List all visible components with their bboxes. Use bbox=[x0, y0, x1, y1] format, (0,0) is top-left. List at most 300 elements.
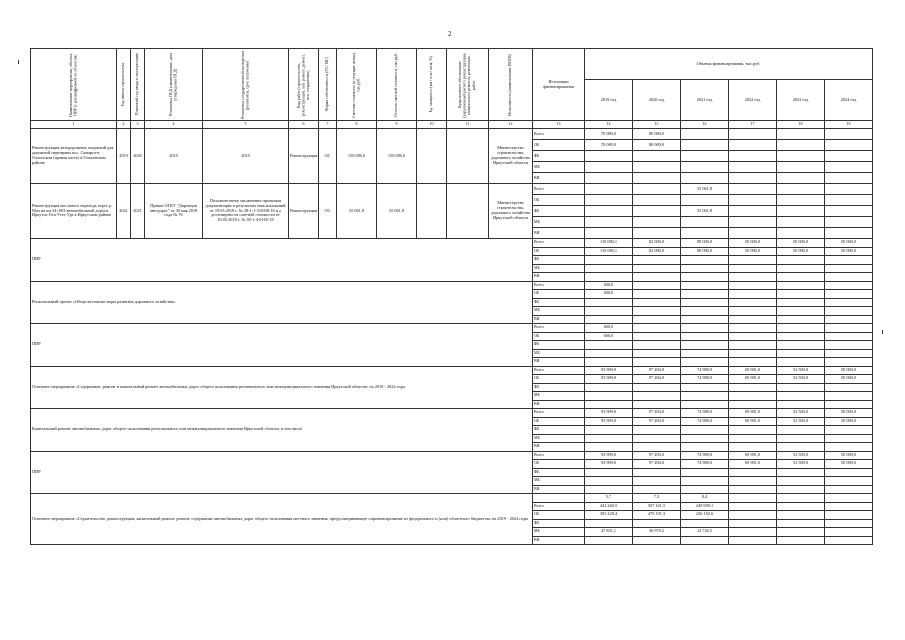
value-cell: 50 000,0 bbox=[825, 451, 873, 460]
value-cell bbox=[825, 443, 873, 452]
value-cell: 70 080,0 bbox=[585, 129, 633, 140]
year-header: 2021 год bbox=[681, 80, 729, 121]
value-cell: 50 000,0 bbox=[777, 247, 825, 256]
value-cell bbox=[729, 256, 777, 265]
value-cell: 600,0 bbox=[585, 324, 633, 333]
value-cell bbox=[585, 426, 633, 435]
column-header bbox=[203, 49, 289, 121]
value-cell: 12 726,5 bbox=[681, 528, 729, 537]
value-cell bbox=[777, 195, 825, 206]
value-cell bbox=[633, 264, 681, 273]
value-cell bbox=[825, 536, 873, 545]
value-cell bbox=[729, 358, 777, 367]
value-cell bbox=[633, 400, 681, 409]
value-cell bbox=[585, 206, 633, 217]
column-number: 11 bbox=[447, 121, 489, 129]
value-cell bbox=[825, 324, 873, 333]
value-cell: 8,4 bbox=[681, 494, 729, 503]
value-cell: 69 981,0 bbox=[729, 417, 777, 426]
value-cell bbox=[825, 494, 873, 503]
value-cell bbox=[825, 392, 873, 401]
value-cell bbox=[777, 519, 825, 528]
value-cell bbox=[777, 281, 825, 290]
table-row bbox=[31, 494, 873, 503]
value-cell bbox=[633, 151, 681, 162]
source-label: ВИ bbox=[533, 485, 585, 494]
value-cell: 50 000,0 bbox=[825, 409, 873, 418]
cell-psd: 2019 bbox=[145, 129, 203, 184]
volume-header: Объемы финансирования, тыс.руб. bbox=[585, 49, 873, 80]
source-label: ОБ bbox=[533, 332, 585, 341]
cell-calc bbox=[447, 129, 489, 184]
value-cell bbox=[681, 341, 729, 350]
table-row bbox=[31, 366, 873, 375]
cell-expertise: 2019 bbox=[203, 129, 289, 184]
value-cell bbox=[633, 536, 681, 545]
value-cell bbox=[681, 307, 729, 316]
value-cell bbox=[777, 264, 825, 273]
value-cell bbox=[633, 443, 681, 452]
value-cell bbox=[585, 273, 633, 282]
cell-name: Основное мероприятие «Содержание, ремонт и капитальный ремонт автомобильных дорог общего пользования регионального или межмуниципального значения Иркутской области» на 2019 - 2024 годы bbox=[31, 366, 533, 409]
value-cell bbox=[777, 332, 825, 341]
value-cell bbox=[633, 477, 681, 486]
value-cell: 93 909,0 bbox=[585, 409, 633, 418]
value-cell bbox=[585, 217, 633, 228]
value-cell bbox=[681, 173, 729, 184]
value-cell: 395 429,4 bbox=[585, 511, 633, 520]
value-cell bbox=[633, 315, 681, 324]
column-header bbox=[131, 49, 145, 121]
source-label: МБ bbox=[533, 162, 585, 173]
value-cell bbox=[585, 307, 633, 316]
value-cell bbox=[585, 536, 633, 545]
value-cell bbox=[777, 307, 825, 316]
column-header bbox=[117, 49, 131, 121]
cell-own: ОС bbox=[319, 184, 337, 239]
value-cell: 50 000,0 bbox=[825, 239, 873, 248]
value-cell bbox=[681, 485, 729, 494]
value-cell bbox=[825, 151, 873, 162]
value-cell bbox=[585, 443, 633, 452]
value-cell bbox=[777, 298, 825, 307]
value-cell: 600,0 bbox=[585, 281, 633, 290]
column-header bbox=[337, 49, 377, 121]
value-cell bbox=[825, 281, 873, 290]
column-number: 5 bbox=[203, 121, 289, 129]
value-cell bbox=[729, 528, 777, 537]
value-cell: 52 500,0 bbox=[777, 409, 825, 418]
value-cell: 74 988,0 bbox=[681, 366, 729, 375]
source-label: ВИ bbox=[533, 358, 585, 367]
value-cell bbox=[633, 298, 681, 307]
value-cell bbox=[825, 290, 873, 299]
column-header-text: Реквизиты государственной экспертизы (реквизиты, срок получения) bbox=[239, 50, 250, 119]
table-row bbox=[31, 239, 873, 248]
value-cell bbox=[777, 349, 825, 358]
value-cell: 88 000,0 bbox=[681, 247, 729, 256]
value-cell: 69 981,0 bbox=[729, 460, 777, 469]
value-cell bbox=[585, 485, 633, 494]
source-label: ФБ bbox=[533, 468, 585, 477]
value-cell: 74 988,0 bbox=[681, 375, 729, 384]
value-cell bbox=[825, 307, 873, 316]
column-header bbox=[319, 49, 337, 121]
value-cell bbox=[585, 434, 633, 443]
value-cell: 97 494,0 bbox=[633, 375, 681, 384]
value-cell: 600,0 bbox=[585, 290, 633, 299]
value-cell bbox=[681, 400, 729, 409]
value-cell: 52 500,0 bbox=[777, 460, 825, 469]
source-label: ОБ bbox=[533, 290, 585, 299]
column-header bbox=[31, 49, 117, 121]
value-cell bbox=[681, 151, 729, 162]
cell-psd: Приказ ОГКУ "Дирекция автодорог" от 30 мая 2018 года № 76 bbox=[145, 184, 203, 239]
value-cell bbox=[729, 228, 777, 239]
source-label: ВИ bbox=[533, 173, 585, 184]
value-cell bbox=[777, 485, 825, 494]
source-label: МБ bbox=[533, 392, 585, 401]
financing-table bbox=[30, 48, 873, 545]
value-cell bbox=[633, 195, 681, 206]
table-body bbox=[31, 129, 873, 545]
value-cell: 74 988,0 bbox=[681, 409, 729, 418]
value-cell bbox=[777, 494, 825, 503]
value-cell bbox=[681, 273, 729, 282]
value-cell bbox=[585, 162, 633, 173]
source-label: ФБ bbox=[533, 151, 585, 162]
column-number: 12 bbox=[489, 121, 533, 129]
value-cell bbox=[825, 332, 873, 341]
value-cell: 50 000,0 bbox=[825, 417, 873, 426]
value-cell bbox=[777, 400, 825, 409]
value-cell: 93 909,0 bbox=[585, 375, 633, 384]
value-cell: 55 061,8 bbox=[681, 184, 729, 195]
column-number: 13 bbox=[533, 121, 585, 129]
header-row bbox=[31, 49, 873, 80]
value-cell bbox=[633, 519, 681, 528]
value-cell bbox=[633, 426, 681, 435]
value-cell: 50 000,0 bbox=[729, 239, 777, 248]
value-cell bbox=[729, 349, 777, 358]
value-cell bbox=[777, 184, 825, 195]
value-cell bbox=[825, 519, 873, 528]
value-cell bbox=[585, 264, 633, 273]
column-number: 14 bbox=[585, 121, 633, 129]
value-cell bbox=[633, 341, 681, 350]
value-cell bbox=[777, 383, 825, 392]
cell-cost: 55 061,8 bbox=[337, 184, 377, 239]
source-label: ВИ bbox=[533, 443, 585, 452]
value-cell bbox=[729, 434, 777, 443]
value-cell bbox=[729, 341, 777, 350]
value-cell bbox=[729, 315, 777, 324]
value-cell bbox=[585, 256, 633, 265]
value-cell bbox=[825, 528, 873, 537]
value-cell bbox=[825, 184, 873, 195]
cell-name: ПИР bbox=[31, 324, 533, 367]
value-cell bbox=[585, 383, 633, 392]
value-cell bbox=[729, 184, 777, 195]
value-cell: 52 500,0 bbox=[777, 366, 825, 375]
value-cell bbox=[825, 129, 873, 140]
value-cell: 36 970,2 bbox=[633, 528, 681, 537]
value-cell bbox=[633, 173, 681, 184]
value-cell: 93 909,0 bbox=[585, 451, 633, 460]
table-header bbox=[31, 49, 873, 129]
value-cell bbox=[633, 349, 681, 358]
column-header-text: Форма собственности (ГС/ МС) bbox=[324, 57, 330, 112]
cell-end: 2020 bbox=[131, 129, 145, 184]
value-cell bbox=[729, 324, 777, 333]
column-header-text: Кумулятивное обоснование (укрупненный расчет) реконструкции, капитального ремонта, ремонтных работ bbox=[457, 51, 477, 118]
value-cell bbox=[633, 383, 681, 392]
column-number: 17 bbox=[729, 121, 777, 129]
value-cell bbox=[825, 485, 873, 494]
source-label: Всего bbox=[533, 239, 585, 248]
source-label: ОБ bbox=[533, 417, 585, 426]
source-label: МБ bbox=[533, 307, 585, 316]
column-header-text: Реквизиты ПСД (наименование, дата утверждения ПСД) bbox=[167, 53, 178, 116]
column-header-text: Плановый год ввода в эксплуатацию bbox=[134, 53, 140, 116]
column-header-text: Ед. мощность (км / п.м./ кв.м, %) bbox=[428, 56, 434, 113]
source-label: ВИ bbox=[533, 315, 585, 324]
value-cell bbox=[681, 228, 729, 239]
cell-exec: Министерство строительства, дорожного хозяйства Иркутской области bbox=[489, 129, 533, 184]
value-cell bbox=[681, 536, 729, 545]
column-header bbox=[377, 49, 417, 121]
source-label: ОБ bbox=[533, 375, 585, 384]
value-cell bbox=[825, 256, 873, 265]
source-label: Всего bbox=[533, 451, 585, 460]
margin-mark bbox=[18, 60, 19, 64]
value-cell bbox=[729, 400, 777, 409]
value-cell bbox=[729, 332, 777, 341]
value-cell bbox=[729, 290, 777, 299]
value-cell bbox=[777, 228, 825, 239]
column-header-text: Исполнитель (наименование ИОГВ) bbox=[507, 53, 513, 116]
value-cell bbox=[729, 162, 777, 173]
value-cell bbox=[681, 468, 729, 477]
source-label: МБ bbox=[533, 217, 585, 228]
value-cell bbox=[729, 468, 777, 477]
value-cell bbox=[681, 195, 729, 206]
value-cell: 82 000,0 bbox=[633, 239, 681, 248]
value-cell bbox=[681, 443, 729, 452]
value-cell bbox=[681, 298, 729, 307]
value-cell: 93 909,0 bbox=[585, 460, 633, 469]
value-cell bbox=[777, 426, 825, 435]
value-cell bbox=[825, 477, 873, 486]
year-header: 2022 год bbox=[729, 80, 777, 121]
cell-calc bbox=[447, 184, 489, 239]
value-cell bbox=[777, 528, 825, 537]
source-label: ОБ bbox=[533, 460, 585, 469]
value-cell: 236 182,6 bbox=[681, 511, 729, 520]
source-label: ВИ bbox=[533, 228, 585, 239]
value-cell bbox=[825, 349, 873, 358]
value-cell bbox=[585, 392, 633, 401]
value-cell bbox=[633, 358, 681, 367]
cell-name: Реконструкция мостового перехода через р. Мал на км 34+003 автомобильной дороги Иркутск-Оса-Усть-Уда в Иркутском районе bbox=[31, 184, 117, 239]
value-cell bbox=[825, 273, 873, 282]
value-cell bbox=[777, 324, 825, 333]
value-cell bbox=[585, 298, 633, 307]
cell-cap bbox=[417, 129, 447, 184]
source-label: ФБ bbox=[533, 206, 585, 217]
value-cell bbox=[585, 400, 633, 409]
value-cell: 470 191,3 bbox=[633, 511, 681, 520]
value-cell bbox=[681, 217, 729, 228]
value-cell bbox=[633, 206, 681, 217]
cell-name: Основное мероприятие «Строительство, реконструкция, капитальный ремонт, ремонт, содержание автомобильных дорог общего пользования местного значения, предусматривающее софинансирование из федерального и (или) областного бюджетов» на 2019 - 2024 годы bbox=[31, 494, 533, 545]
source-label: ФБ bbox=[533, 519, 585, 528]
value-cell bbox=[729, 494, 777, 503]
value-cell bbox=[777, 256, 825, 265]
value-cell bbox=[825, 358, 873, 367]
value-cell: 69 981,0 bbox=[729, 366, 777, 375]
value-cell bbox=[729, 264, 777, 273]
value-cell bbox=[681, 256, 729, 265]
value-cell bbox=[777, 162, 825, 173]
value-cell bbox=[681, 324, 729, 333]
value-cell bbox=[585, 173, 633, 184]
value-cell: 50 000,0 bbox=[825, 366, 873, 375]
value-cell bbox=[729, 273, 777, 282]
value-cell bbox=[585, 358, 633, 367]
column-number: 9 bbox=[377, 121, 417, 129]
value-cell bbox=[633, 273, 681, 282]
value-cell: 70 080,0 bbox=[585, 140, 633, 151]
value-cell: 74 988,0 bbox=[681, 451, 729, 460]
value-cell: 50 000,0 bbox=[825, 247, 873, 256]
column-header bbox=[289, 49, 319, 121]
value-cell: 55 061,8 bbox=[681, 206, 729, 217]
value-cell: 50 000,0 bbox=[825, 460, 873, 469]
value-cell bbox=[825, 228, 873, 239]
page-number: 2 bbox=[448, 30, 452, 38]
value-cell bbox=[729, 485, 777, 494]
value-cell bbox=[777, 358, 825, 367]
value-cell bbox=[777, 392, 825, 401]
value-cell bbox=[825, 264, 873, 273]
cell-name: Региональный проект «Общесистемные меры развития дорожного хозяйства» bbox=[31, 281, 533, 324]
value-cell bbox=[633, 485, 681, 494]
value-cell bbox=[729, 307, 777, 316]
value-cell bbox=[585, 349, 633, 358]
value-cell bbox=[729, 519, 777, 528]
value-cell bbox=[777, 273, 825, 282]
value-cell bbox=[825, 195, 873, 206]
source-label: ФБ bbox=[533, 256, 585, 265]
value-cell bbox=[633, 217, 681, 228]
column-header-text: Сметная стоимость (в текущих ценах), тыс.руб. bbox=[350, 51, 361, 118]
value-cell: 69 981,0 bbox=[729, 409, 777, 418]
value-cell bbox=[825, 502, 873, 511]
value-cell: 82 000,0 bbox=[633, 247, 681, 256]
value-cell: 69 981,0 bbox=[729, 375, 777, 384]
value-cell: 110 080,1 bbox=[585, 239, 633, 248]
value-cell bbox=[681, 290, 729, 299]
value-cell bbox=[729, 195, 777, 206]
source-label: ФБ bbox=[533, 341, 585, 350]
source-label: ОБ bbox=[533, 140, 585, 151]
source-label: ФБ bbox=[533, 298, 585, 307]
year-header: 2024 год bbox=[825, 80, 873, 121]
value-cell: 507 161,5 bbox=[633, 502, 681, 511]
table-row bbox=[31, 129, 873, 140]
value-cell bbox=[777, 468, 825, 477]
value-cell: 97 494,0 bbox=[633, 366, 681, 375]
column-header-text: Остаток сметной стоимости, тыс.руб. bbox=[393, 52, 399, 117]
value-cell: 80 000,0 bbox=[633, 140, 681, 151]
table-row bbox=[31, 409, 873, 418]
cell-name: ПИР bbox=[31, 451, 533, 494]
value-cell bbox=[729, 173, 777, 184]
value-cell bbox=[729, 502, 777, 511]
value-cell bbox=[729, 426, 777, 435]
value-cell: 69 981,0 bbox=[729, 451, 777, 460]
value-cell bbox=[729, 140, 777, 151]
source-label: ФБ bbox=[533, 426, 585, 435]
value-cell bbox=[681, 281, 729, 290]
value-cell bbox=[681, 434, 729, 443]
value-cell bbox=[777, 217, 825, 228]
value-cell: 93 909,0 bbox=[585, 366, 633, 375]
value-cell: 443 260,5 bbox=[585, 502, 633, 511]
source-label: МБ bbox=[533, 264, 585, 273]
source-label: МБ bbox=[533, 528, 585, 537]
column-number: 8 bbox=[337, 121, 377, 129]
value-cell: 74 988,0 bbox=[681, 417, 729, 426]
year-header: 2019 год bbox=[585, 80, 633, 121]
value-cell bbox=[681, 264, 729, 273]
source-label: ВИ bbox=[533, 273, 585, 282]
value-cell bbox=[585, 519, 633, 528]
value-cell bbox=[633, 392, 681, 401]
source-label: Всего bbox=[533, 409, 585, 418]
source-label: Всего bbox=[533, 184, 585, 195]
value-cell: 7,3 bbox=[633, 494, 681, 503]
value-cell bbox=[681, 426, 729, 435]
value-cell bbox=[777, 290, 825, 299]
value-cell: 50 000,0 bbox=[729, 247, 777, 256]
column-header bbox=[447, 49, 489, 121]
value-cell bbox=[729, 151, 777, 162]
value-cell bbox=[681, 129, 729, 140]
value-cell bbox=[729, 536, 777, 545]
value-cell bbox=[633, 256, 681, 265]
margin-mark bbox=[882, 330, 883, 334]
value-cell bbox=[777, 477, 825, 486]
cell-expertise: Положительное заключение проектная документации и результаты инж.изысканий от 19.03.2018 г. № 38-1-1-3-0038-18 и о достоверности сметной стоимости от 10.05.2018 г. № 38-1-4-0165-18 bbox=[203, 184, 289, 239]
value-cell bbox=[585, 341, 633, 350]
value-cell: 97 494,0 bbox=[633, 460, 681, 469]
source-label: Всего bbox=[533, 502, 585, 511]
column-number: 2 bbox=[117, 121, 131, 129]
value-cell bbox=[633, 184, 681, 195]
value-cell bbox=[825, 468, 873, 477]
value-cell: 110 080,1 bbox=[585, 247, 633, 256]
source-label: Всего bbox=[533, 366, 585, 375]
value-cell bbox=[825, 298, 873, 307]
value-cell: 52 500,0 bbox=[777, 417, 825, 426]
value-cell: 93 909,0 bbox=[585, 417, 633, 426]
value-cell bbox=[777, 315, 825, 324]
value-cell bbox=[633, 228, 681, 239]
value-cell bbox=[585, 151, 633, 162]
value-cell bbox=[777, 511, 825, 520]
